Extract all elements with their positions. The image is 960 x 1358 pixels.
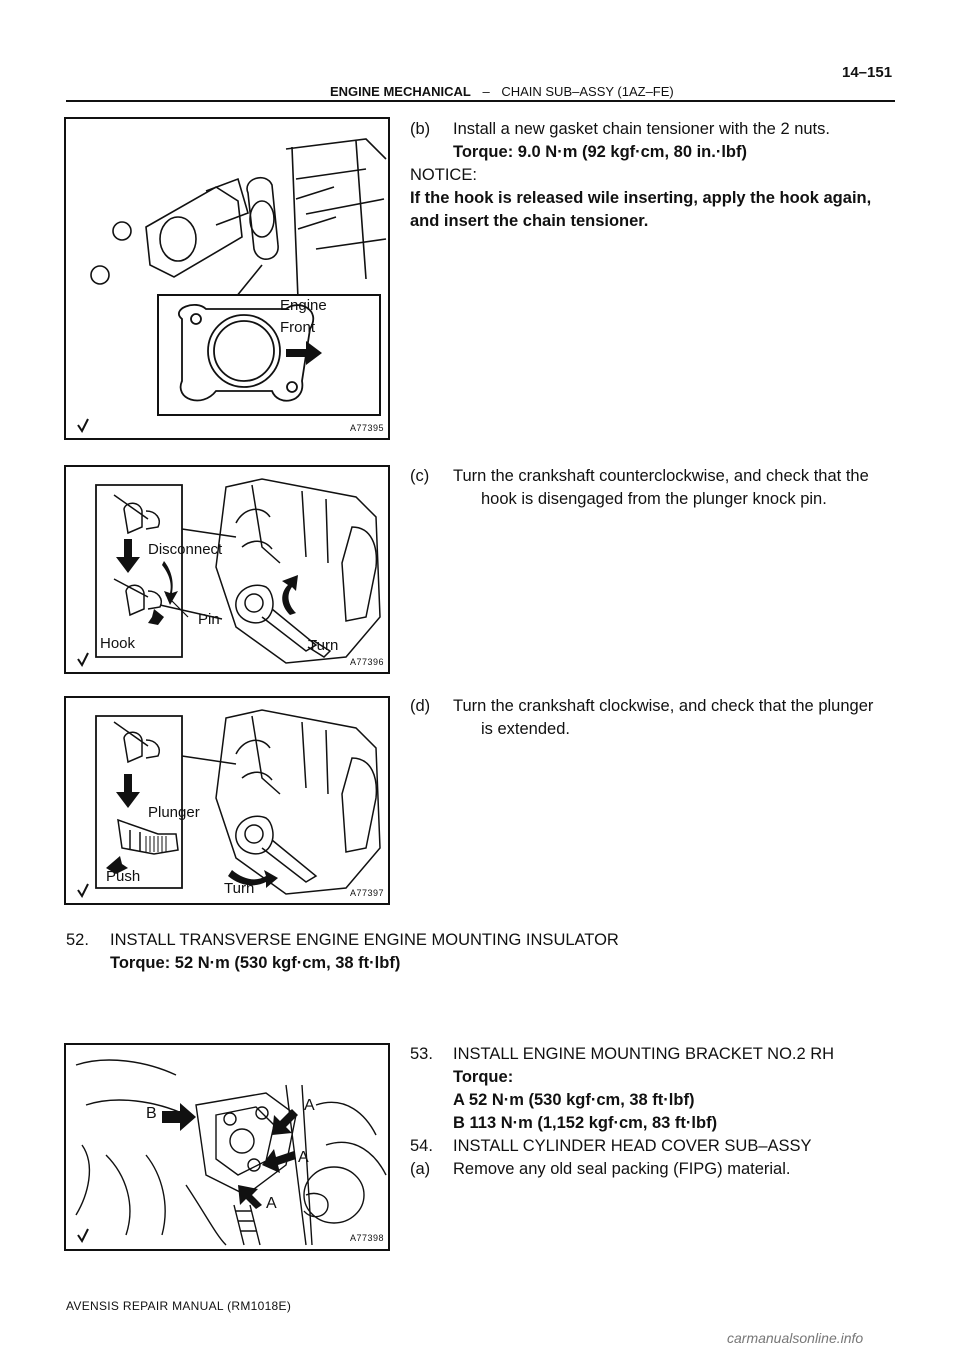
step-52-title: INSTALL TRANSVERSE ENGINE ENGINE MOUNTING INSULATOR [110, 931, 619, 949]
step-d-line-1: Turn the crankshaft clockwise, and check that the plunger [453, 697, 874, 715]
figure-code: A77396 [350, 657, 385, 667]
figure-crankshaft-clockwise [64, 696, 390, 905]
notice-line-1: If the hook is released wile inserting, apply the hook again, [410, 189, 872, 207]
figure-code: A77398 [350, 1233, 385, 1243]
step-d-line-2: is extended. [481, 720, 570, 738]
figure-drawing-tensioner [66, 119, 388, 438]
label-push: Push [106, 868, 141, 885]
step-54-sub-text: Remove any old seal packing (FIPG) material. [453, 1160, 791, 1178]
step-53-torque-b: B 113 N·m (1,152 kgf·cm, 83 ft·lbf) [453, 1114, 718, 1132]
page-number: 14–151 [842, 64, 893, 81]
step-54-number: 54. [410, 1137, 433, 1155]
step-b-marker: (b) [410, 120, 431, 138]
label-a-upper: A [304, 1097, 315, 1114]
label-disconnect: Disconnect [148, 541, 223, 558]
label-hook: Hook [100, 635, 136, 652]
header-dash: – [482, 84, 490, 99]
header-subsection: CHAIN SUB–ASSY (1AZ–FE) [501, 84, 674, 99]
figure-code: A77395 [350, 423, 385, 433]
notice-line-2: and insert the chain tensioner. [410, 212, 649, 230]
label-engine: Engine [280, 297, 327, 314]
label-pin: Pin [198, 611, 220, 628]
step-52-torque: Torque: 52 N·m (530 kgf·cm, 38 ft·lbf) [110, 954, 401, 972]
label-a-middle: A [298, 1149, 309, 1166]
step-c-marker: (c) [410, 467, 430, 485]
figure-crankshaft-counterclockwise [64, 465, 390, 674]
figure-drawing-bracket [66, 1045, 388, 1249]
step-c-line-2: hook is disengaged from the plunger knock pin. [481, 490, 827, 508]
step-53-number: 53. [410, 1045, 433, 1063]
step-53-title: INSTALL ENGINE MOUNTING BRACKET NO.2 RH [453, 1045, 835, 1063]
figure-mounting-bracket [64, 1043, 390, 1251]
step-52-number: 52. [66, 931, 89, 949]
step-53-torque-a: A 52 N·m (530 kgf·cm, 38 ft·lbf) [453, 1091, 695, 1109]
step-c-line-1: Turn the crankshaft counterclockwise, and check that the [453, 467, 869, 485]
label-b: B [146, 1105, 157, 1122]
label-a-lower: A [266, 1195, 277, 1212]
footer: AVENSIS REPAIR MANUAL (RM1018E) [66, 1299, 292, 1313]
step-b-text: Install a new gasket chain tensioner with the 2 nuts. [453, 120, 830, 138]
watermark: carmanualsonline.info [727, 1330, 864, 1346]
notice-title: NOTICE: [410, 166, 477, 184]
label-turn: Turn [308, 637, 339, 654]
label-front: Front [280, 319, 316, 336]
header-rule [66, 100, 895, 102]
page-header [330, 84, 674, 99]
figure-gasket-chain-tensioner [64, 117, 390, 440]
step-d-marker: (d) [410, 697, 431, 715]
header-section: ENGINE MECHANICAL [330, 84, 471, 99]
step-b-torque: Torque: 9.0 N·m (92 kgf·cm, 80 in.·lbf) [453, 143, 747, 161]
label-turn: Turn [224, 880, 255, 897]
label-plunger: Plunger [148, 804, 200, 821]
step-54-title: INSTALL CYLINDER HEAD COVER SUB–ASSY [453, 1137, 812, 1155]
step-54-sub-marker: (a) [410, 1160, 431, 1178]
step-53-torque-label: Torque: [453, 1068, 514, 1086]
figure-code: A77397 [350, 888, 385, 898]
